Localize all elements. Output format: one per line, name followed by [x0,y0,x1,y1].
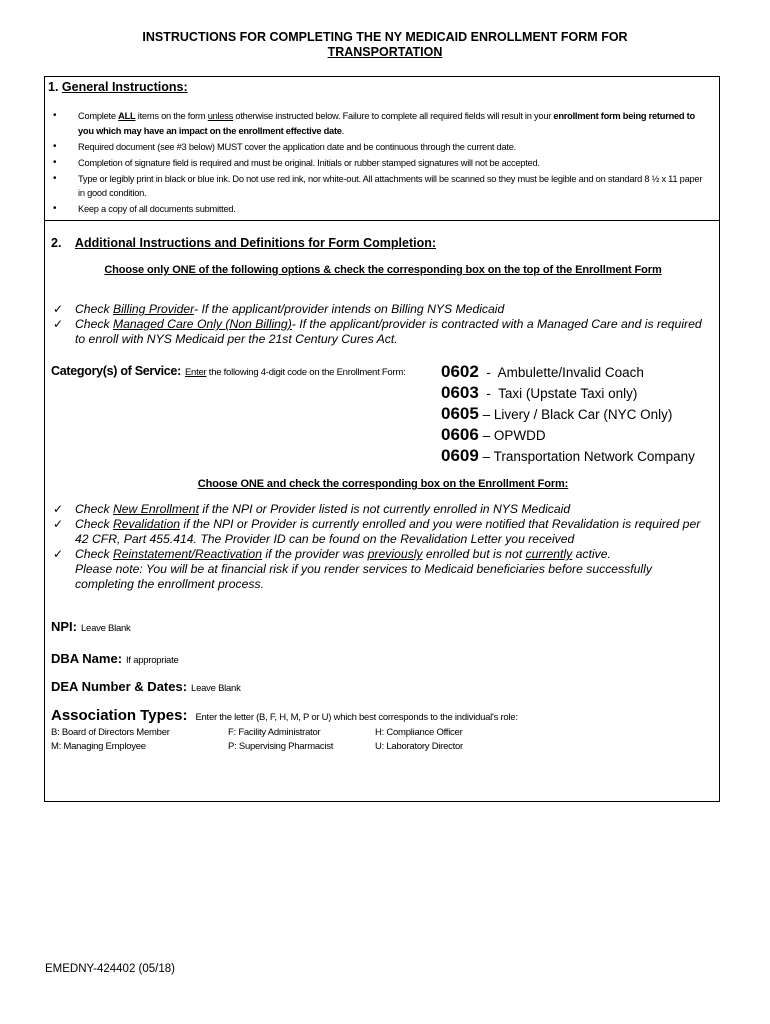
list-item: • Completion of signature field is required and must be original. Initials or rubber stamped signatures will not be accepted. [50,156,710,171]
form-id-footer: EMEDNY-424402 (05/18) [45,963,175,975]
section-1-title: General Instructions: [61,80,188,94]
list-item: ✓ Check Reinstatement/Reactivation if the provider was previously enrolled but is not currently active. [53,547,611,561]
category-of-service-label: Category(s) of Service: Enter the following 4-digit code on the Enrollment Form: [51,364,406,378]
list-item: ✓ Check Managed Care Only (Non Billing)- If the applicant/provider is contracted with a Managed Care and is required to enroll with NYS Medicaid per the 21st Century Cures Act. [53,317,702,346]
enrollment-options-list [51,502,711,592]
association-types-label: Association Types: Enter the letter (B, F, H, M, P or U) which best corresponds to the individual's role: [51,707,518,724]
document-title-line-2: TRANSPORTATION [327,45,443,59]
role-compliance-officer: H: Compliance Officer [375,727,463,738]
general-instructions-section [44,76,720,221]
checkmark-icon: ✓ [53,502,64,516]
role-facility-administrator: F: Facility Administrator [228,727,321,738]
role-laboratory-director: U: Laboratory Director [375,741,463,752]
service-code-row: 0606 – OPWDD [441,425,546,444]
section-1-number: 1. [48,80,59,94]
service-code-row: 0603 - Taxi (Upstate Taxi only) [441,383,638,402]
service-codes-list [441,361,721,466]
role-board-of-directors: B: Board of Directors Member [51,727,170,738]
choose-billing-instruction: Choose only ONE of the following options & check the corresponding box on the top of the Enrollment Form [104,264,662,276]
checkmark-icon: ✓ [53,517,64,531]
dea-field-instruction: DEA Number & Dates: Leave Blank [51,679,241,694]
checkmark-icon: ✓ [53,302,64,316]
list-item: ✓ Check Revalidation if the NPI or Provider is currently enrolled and you were notified that Revalidation is required per 42 CFR, Part 455.414. The Provider ID can be found on the Revalidation Letter you received [53,517,701,546]
npi-field-instruction: NPI: Leave Blank [51,619,131,634]
section-1-heading [48,80,188,94]
checkmark-icon: ✓ [53,317,64,331]
dba-field-instruction: DBA Name: If appropriate [51,651,179,666]
list-item: • Keep a copy of all documents submitted. [50,202,710,217]
financial-risk-note: Please note: You will be at financial risk if you render services to Medicaid beneficiaries before successfully completing the enrollment process. [75,562,652,591]
choose-enrollment-instruction: Choose ONE and check the corresponding box on the Enrollment Form: [197,478,569,490]
service-code-row: 0605 – Livery / Black Car (NYC Only) [441,404,673,423]
checkmark-icon: ✓ [53,547,64,561]
list-item: • Type or legibly print in black or blue ink. Do not use red ink, nor white-out. All attachments will be scanned so they must be legible and on standard 8 ½ x 11 paper in good condition. [50,172,710,201]
section-2-number: 2. [51,236,62,250]
role-supervising-pharmacist: P: Supervising Pharmacist [228,741,334,752]
section-2-title: Additional Instructions and Definitions for Form Completion: [74,236,437,250]
additional-instructions-section [44,221,720,802]
list-item: • Required document (see #3 below) MUST cover the application date and be continuous through the current date. [50,140,710,155]
service-code-row: 0602 - Ambulette/Invalid Coach [441,362,644,381]
service-code-row: 0609 – Transportation Network Company [441,446,695,465]
section-2-heading [51,236,436,250]
list-item: ✓ Check Billing Provider- If the applicant/provider intends on Billing NYS Medicaid [53,302,505,316]
list-item: • Complete ALL items on the form unless otherwise instructed below. Failure to complete all required fields will result in your enrollment form being returned to you which may have an impact on the enrollment effective date. [50,109,710,138]
document-title-line-1: INSTRUCTIONS FOR COMPLETING THE NY MEDICAID ENROLLMENT FORM FOR [142,30,628,44]
billing-options-list [51,302,711,347]
general-instructions-list [50,109,710,217]
list-item: ✓ Check New Enrollment if the NPI or Provider listed is not currently enrolled in NYS Medicaid [53,502,571,516]
role-managing-employee: M: Managing Employee [51,741,146,752]
